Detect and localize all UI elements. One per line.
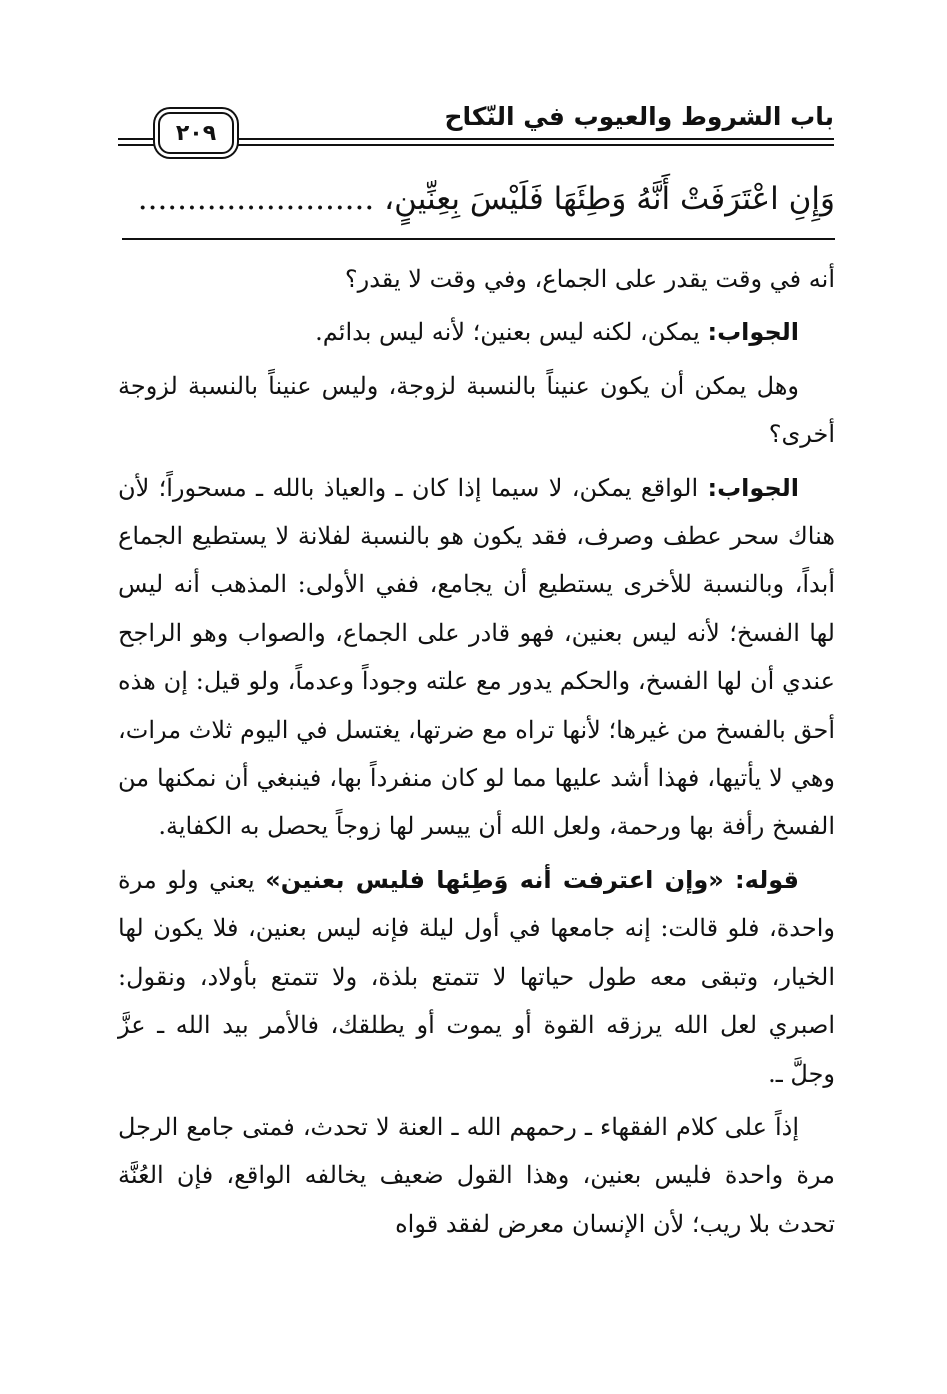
paragraph-6	[118, 1103, 835, 1248]
paragraph-1	[118, 255, 835, 303]
commentary-body	[118, 255, 835, 1253]
answer-label: الجواب:	[707, 473, 799, 502]
running-title: باب الشروط والعيوب في النّكاح	[444, 102, 834, 131]
matn-line: وَإِنِ اعْتَرَفَتْ أَنَّهُ وَطِئَهَا فَلَيْسَ بِعِنِّينٍ، ........................	[137, 181, 835, 217]
paragraph-text: يعني ولو مرة واحدة، فلو قالت: إنه جامعها في أول ليلة فإنه ليس بعنين، فلا يكون لها الخيار، وتبقى معه طول حياتها لا تتمتع بلذة، ولا تتمتع بأولاد، ونقول: اصبري لعل الله يرزقه القوة أو يموت أو يطلقك، فالأمر بيد الله ـ عزَّ وجلَّ ـ.	[118, 865, 835, 1088]
paragraph-text: الواقع يمكن، لا سيما إذا كان ـ والعياذ بالله ـ مسحوراً؛ لأن هناك سحر عطف وصرف، فقد يكون هو بالنسبة لفلانة لا يستطيع الجماع أبداً، وبالنسبة للأخرى يستطيع أن يجامع، ففي الأولى: المذهب أنه ليس لها الفسخ؛ لأنه ليس بعنين، فهو قادر على الجماع، والصواب وهو الراجح عندي أن لها الفسخ، والحكم يدور مع علته وجوداً وعدماً، ولو قيل: إن هذه أحق بالفسخ من غيرها؛ لأنها تراه مع ضرتها، يغتسل في اليوم ثلاث مرات، وهي لا يأتيها، فهذا أشد عليها مما لو كان منفرداً بها، فينبغي أن نمكنها من الفسخ رأفة بها ورحمة، ولعل الله أن ييسر لها زوجاً يحصل به الكفاية.	[118, 473, 835, 841]
paragraph-text: يمكن، لكنه ليس بعنين؛ لأنه ليس بدائم.	[315, 318, 708, 347]
paragraph-4	[118, 464, 835, 851]
paragraph-5	[118, 856, 835, 1098]
running-header	[118, 100, 834, 156]
page-number: ٢٠٩	[158, 112, 234, 154]
answer-label: الجواب:	[707, 318, 799, 347]
paragraph-text: أنه في وقت يقدر على الجماع، وفي وقت لا يقدر؟	[344, 265, 835, 293]
quote-label: قوله: «وإن اعترفت أنه وَطِئها فليس بعنين»	[265, 865, 799, 894]
paragraph-3	[118, 362, 835, 459]
paragraph-2	[118, 308, 835, 356]
paragraph-text: إذاً على كلام الفقهاء ـ رحمهم الله ـ العنة لا تحدث، فمتى جامع الرجل مرة واحدة فليس بعنين، وهذا القول ضعيف يخالفه الواقع، فإن العُنَّة تحدث بلا ريب؛ لأن الإنسان معرض لفقد قواه	[118, 1112, 835, 1238]
matn-divider	[122, 238, 835, 240]
paragraph-text: وهل يمكن أن يكون عنيناً بالنسبة لزوجة، وليس عنيناً بالنسبة لزوجة أخرى؟	[118, 371, 835, 449]
